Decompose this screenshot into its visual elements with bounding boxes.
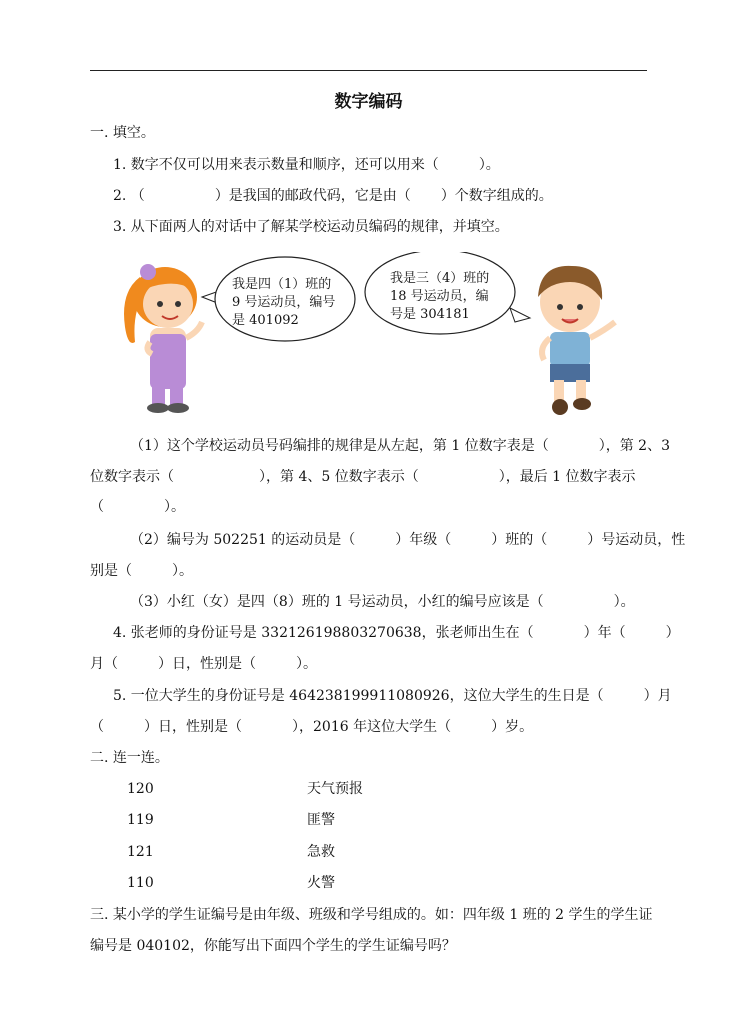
part-1-line-3: （ ）。: [90, 499, 185, 515]
question-5-line-2: （ ）日，性别是（ ），2016 年这位大学生（ ）岁。: [90, 719, 534, 735]
part-2-line-1: （2）编号为 502251 的运动员是（ ）年级（ ）班的（ ）号运动员，性: [130, 532, 686, 548]
girl-illustration: [124, 264, 202, 413]
question-5-line-1: 5. 一位大学生的身份证号是 464238199911080926，这位大学生的生日是（ ）月: [113, 688, 672, 704]
question-2: 2. （ ）是我国的邮政代码，它是由（ ）个数字组成的。: [113, 188, 553, 204]
section2-heading: 二. 连一连。: [90, 750, 169, 766]
question-1: 1. 数字不仅可以用来表示数量和顺序，还可以用来（ ）。: [113, 157, 500, 173]
match-word[interactable]: 天气预报: [307, 781, 363, 797]
match-number[interactable]: 110: [127, 875, 154, 891]
part-1-line-2: 位数字表示（ ），第 4、5 位数字表示（ ），最后 1 位数字表示: [90, 469, 636, 485]
part-1-line-1: （1）这个学校运动员号码编排的规律是从左起，第 1 位数字表是（ ），第 2、3: [130, 438, 670, 454]
match-number[interactable]: 120: [127, 781, 154, 797]
part-2-line-2: 别是（ ）。: [90, 563, 193, 579]
section3-line-1: 三. 某小学的学生证编号是由年级、班级和学号组成的。如：四年级 1 班的 2 学生的学生证: [90, 907, 653, 923]
match-word[interactable]: 急救: [307, 844, 335, 860]
part-3: （3）小红（女）是四（8）班的 1 号运动员，小红的编号应该是（ ）。: [130, 594, 635, 610]
top-rule: [90, 70, 647, 71]
dialogue-illustration: [110, 252, 630, 422]
bubble-left-text: 我是四（1）班的 9 号运动员，编号 是 401092: [232, 277, 336, 328]
question-4-line-2: 月（ ）日，性别是（ ）。: [90, 656, 317, 672]
section3-line-2: 编号是 040102，你能写出下面四个学生的学生证编号吗？: [90, 938, 456, 954]
match-word[interactable]: 火警: [307, 875, 335, 891]
page-title: 数字编码: [334, 92, 403, 112]
question-4-line-1: 4. 张老师的身份证号是 332126198803270638，张老师出生在（ ）年（ ）: [113, 625, 680, 641]
boy-illustration: [538, 266, 615, 415]
match-number[interactable]: 119: [127, 812, 154, 828]
match-number[interactable]: 121: [127, 844, 154, 860]
question-3: 3. 从下面两人的对话中了解某学校运动员编码的规律，并填空。: [113, 219, 509, 235]
section1-heading: 一. 填空。: [90, 125, 155, 141]
match-word[interactable]: 匪警: [307, 812, 335, 828]
bubble-right-text: 我是三（4）班的 18 号运动员，编 号是 304181: [390, 271, 490, 322]
